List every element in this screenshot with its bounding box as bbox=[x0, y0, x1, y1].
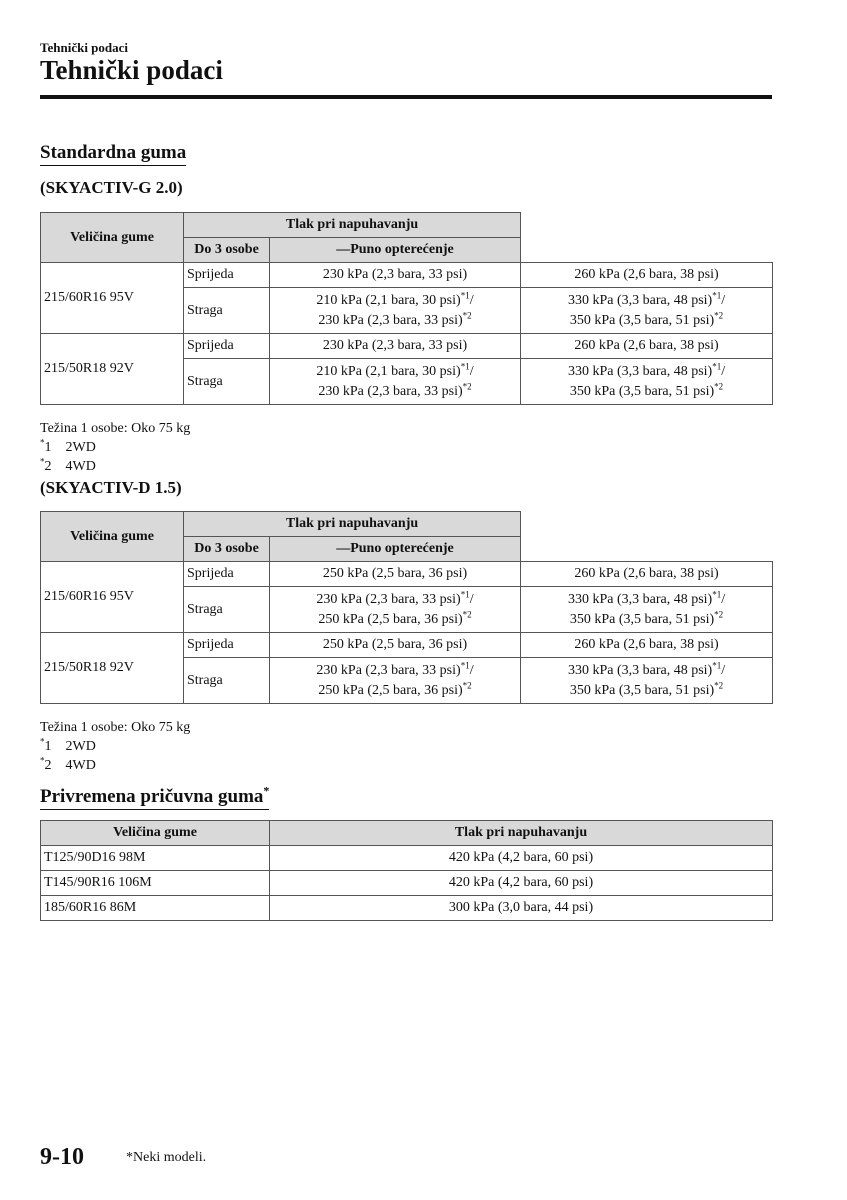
pressure-cell: 230 kPa (2,3 bara, 33 psi)$^{*1}$/ 250 kPa (2,5 bara, 36 psi)$^{*2}$ bbox=[270, 658, 521, 704]
page-title: Tehnički podaci bbox=[40, 55, 223, 85]
pressure-cell: 230 kPa (2,3 bara, 33 psi) bbox=[270, 263, 521, 288]
pressure-cell: 330 kPa (3,3 bara, 48 psi)$^{*1}$/ 350 kPa (3,5 bara, 51 psi)$^{*2}$ bbox=[521, 288, 773, 334]
legend-1: *1 2WD bbox=[40, 736, 96, 754]
pressure-cell: 330 kPa (3,3 bara, 48 psi)$^{*1}$/ 350 kPa (3,5 bara, 51 psi)$^{*2}$ bbox=[521, 359, 773, 405]
spare-tire-table bbox=[40, 820, 773, 921]
position-front: Sprijeda bbox=[184, 633, 270, 658]
pressure-cell: 420 kPa (4,2 bara, 60 psi) bbox=[270, 871, 773, 896]
tire-size-cell: 185/60R16 86M bbox=[41, 896, 270, 921]
col-header-pressure: Tlak pri napuhavanju bbox=[184, 213, 521, 238]
section-heading-standard-tire: Standardna guma bbox=[40, 142, 186, 166]
pressure-cell: 210 kPa (2,1 bara, 30 psi)$^{*1}$/ 230 kPa (2,3 bara, 33 psi)$^{*2}$ bbox=[270, 288, 521, 334]
pressure-cell: 420 kPa (4,2 bara, 60 psi) bbox=[270, 846, 773, 871]
position-front: Sprijeda bbox=[184, 562, 270, 587]
position-front: Sprijeda bbox=[184, 263, 270, 288]
position-rear: Straga bbox=[184, 587, 270, 633]
pressure-cell: 210 kPa (2,1 bara, 30 psi)$^{*1}$/ 230 kPa (2,3 bara, 33 psi)$^{*2}$ bbox=[270, 359, 521, 405]
position-rear: Straga bbox=[184, 288, 270, 334]
col-header-up-to-3: Do 3 osobe bbox=[184, 537, 270, 562]
section-heading-spare-tire: Privremena pričuvna guma* bbox=[40, 786, 269, 810]
notes-d15 bbox=[40, 718, 190, 775]
col-header-full-load: —Puno opterećenje bbox=[270, 537, 521, 562]
legend-2: *2 4WD bbox=[40, 456, 96, 474]
col-header-up-to-3: Do 3 osobe bbox=[184, 238, 270, 263]
tire-size-cell: 215/60R16 95V bbox=[41, 263, 184, 334]
col-header-pressure: Tlak pri napuhavanju bbox=[184, 512, 521, 537]
col-header-size: Veličina gume bbox=[41, 512, 184, 562]
tire-size-cell: 215/50R18 92V bbox=[41, 334, 184, 405]
subheading-skyactiv-g: (SKYACTIV-G 2.0) bbox=[40, 178, 183, 197]
pressure-cell: 330 kPa (3,3 bara, 48 psi)$^{*1}$/ 350 kPa (3,5 bara, 51 psi)$^{*2}$ bbox=[521, 587, 773, 633]
legend-2: *2 4WD bbox=[40, 755, 96, 773]
notes-g20 bbox=[40, 419, 190, 476]
tire-size-cell: T125/90D16 98M bbox=[41, 846, 270, 871]
col-header-size: Veličina gume bbox=[41, 213, 184, 263]
tire-size-cell: 215/50R18 92V bbox=[41, 633, 184, 704]
position-rear: Straga bbox=[184, 359, 270, 405]
weight-note: Težina 1 osobe: Oko 75 kg bbox=[40, 720, 191, 735]
tire-size-cell: T145/90R16 106M bbox=[41, 871, 270, 896]
tire-pressure-table-g20 bbox=[40, 212, 773, 405]
pressure-cell: 330 kPa (3,3 bara, 48 psi)$^{*1}$/ 350 kPa (3,5 bara, 51 psi)$^{*2}$ bbox=[521, 658, 773, 704]
col-header-size: Veličina gume bbox=[41, 821, 270, 846]
col-header-pressure: Tlak pri napuhavanju bbox=[270, 821, 773, 846]
pressure-cell: 260 kPa (2,6 bara, 38 psi) bbox=[521, 633, 773, 658]
page-number: 9-10 bbox=[40, 1144, 84, 1170]
running-head: Tehnički podaci bbox=[40, 40, 129, 55]
position-rear: Straga bbox=[184, 658, 270, 704]
title-rule bbox=[40, 95, 772, 99]
pressure-cell: 260 kPa (2,6 bara, 38 psi) bbox=[521, 334, 773, 359]
pressure-cell: 230 kPa (2,3 bara, 33 psi)$^{*1}$/ 250 kPa (2,5 bara, 36 psi)$^{*2}$ bbox=[270, 587, 521, 633]
pressure-cell: 230 kPa (2,3 bara, 33 psi) bbox=[270, 334, 521, 359]
legend-1: *1 2WD bbox=[40, 437, 96, 455]
weight-note: Težina 1 osobe: Oko 75 kg bbox=[40, 421, 191, 436]
pressure-cell: 260 kPa (2,6 bara, 38 psi) bbox=[521, 562, 773, 587]
pressure-cell: 300 kPa (3,0 bara, 44 psi) bbox=[270, 896, 773, 921]
pressure-cell: 250 kPa (2,5 bara, 36 psi) bbox=[270, 633, 521, 658]
position-front: Sprijeda bbox=[184, 334, 270, 359]
col-header-full-load: —Puno opterećenje bbox=[270, 238, 521, 263]
tire-size-cell: 215/60R16 95V bbox=[41, 562, 184, 633]
footnote: *Neki modeli. bbox=[126, 1150, 207, 1165]
pressure-cell: 260 kPa (2,6 bara, 38 psi) bbox=[521, 263, 773, 288]
tire-pressure-table-d15 bbox=[40, 511, 773, 704]
subheading-skyactiv-d: (SKYACTIV-D 1.5) bbox=[40, 478, 182, 497]
pressure-cell: 250 kPa (2,5 bara, 36 psi) bbox=[270, 562, 521, 587]
